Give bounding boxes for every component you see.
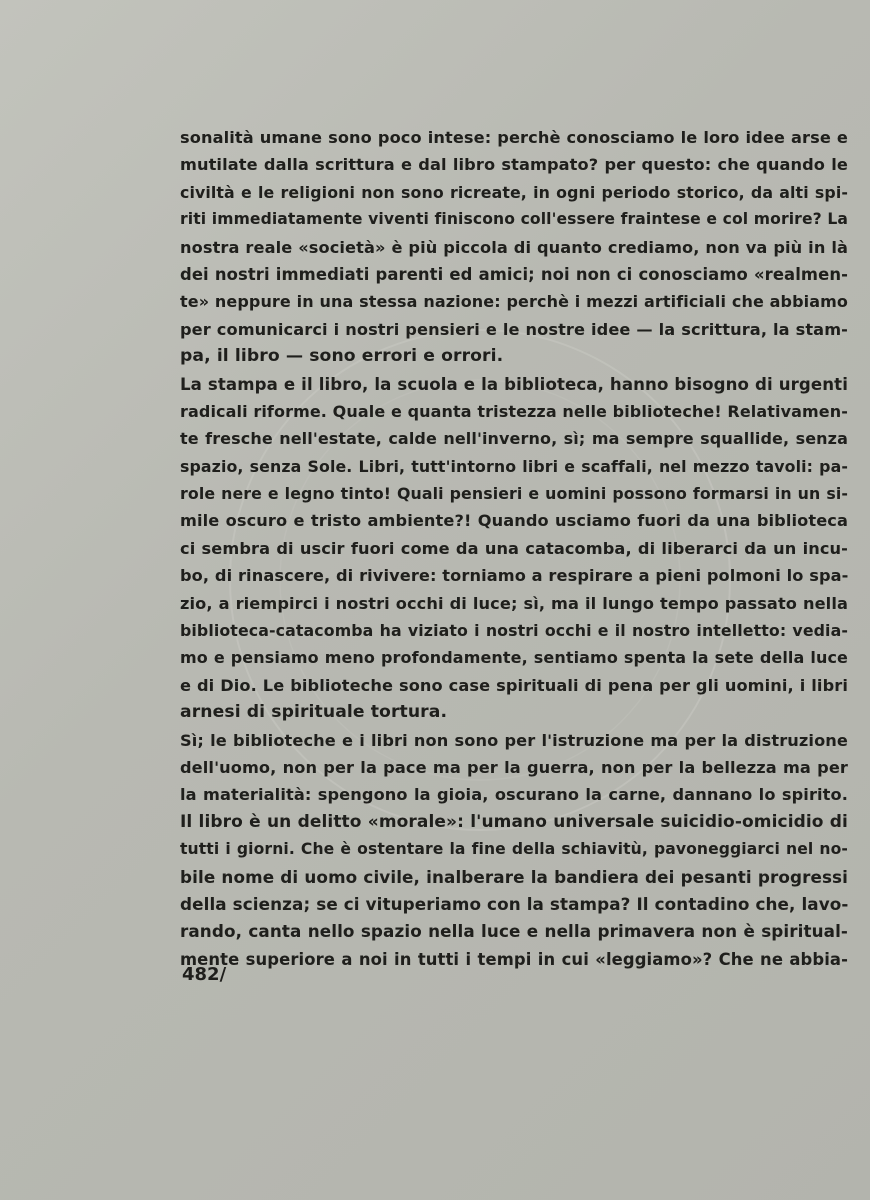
text-line: tutti i giorni. Che è ostentare la fine della schiavitù, pavoneggiarci nel no- (180, 840, 848, 859)
text-line: dell'uomo, non per la pace ma per la guerra, non per la bellezza ma per (180, 757, 848, 777)
text-line: dei nostri immediati parenti ed amici; noi non ci conosciamo «realmen- (180, 264, 848, 284)
text-line: mile oscuro e tristo ambiente?! Quando usciamo fuori da una biblioteca (180, 511, 848, 531)
text-line: pa, il libro — sono errori e orrori. (180, 346, 504, 367)
text-line: mente superiore a noi in tutti i tempi in cui «leggiamo»? Che ne abbia- (180, 949, 848, 969)
text-line: La stampa e il libro, la scuola e la biblioteca, hanno bisogno di urgenti (180, 374, 848, 394)
page-number: 482/ (182, 964, 227, 985)
text-line: mo e pensiamo meno profondamente, sentiamo spenta la sete della luce (180, 648, 848, 668)
text-line: e di Dio. Le biblioteche sono case spirituali di pena per gli uomini, i libri (180, 675, 848, 695)
text-line: te fresche nell'estate, calde nell'inverno, sì; ma sempre squallide, senza (180, 429, 848, 449)
text-line: la materialità: spengono la gioia, oscurano la carne, dannano lo spirito. (180, 785, 848, 805)
text-line: mutilate dalla scrittura e dal libro stampato? per questo: che quando le (180, 155, 848, 175)
text-line: ci sembra di uscir fuori come da una catacomba, di liberarci da un incu- (180, 538, 848, 558)
text-line: zio, a riempirci i nostri occhi di luce; sì, ma il lungo tempo passato nella (180, 593, 848, 613)
text-line: biblioteca-catacomba ha viziato i nostri occhi e il nostro intelletto: vedia- (180, 621, 848, 641)
body-text (180, 124, 848, 973)
text-line: role nere e legno tinto! Quali pensieri e uomini possono formarsi in un si- (180, 484, 848, 504)
text-line: radicali riforme. Quale e quanta tristezza nelle biblioteche! Relativamen- (180, 401, 848, 421)
text-line: spazio, senza Sole. Libri, tutt'intorno libri e scaffali, nel mezzo tavoli: pa- (180, 456, 848, 476)
text-line: sonalità umane sono poco intese: perchè conosciamo le loro idee arse e (180, 128, 848, 147)
text-line: della scienza; se ci vituperiamo con la stampa? Il contadino che, lavo- (180, 893, 848, 914)
text-line: rando, canta nello spazio nella luce e nella primavera non è spiritual- (180, 921, 848, 942)
text-line: per comunicarci i nostri pensieri e le nostre idee — la scrittura, la stam- (180, 319, 848, 339)
text-line: bo, di rinascere, di rivivere: torniamo a respirare a pieni polmoni lo spa- (180, 566, 848, 586)
text-line: arnesi di spirituale tortura. (180, 702, 448, 723)
text-line: civiltà e le religioni non sono ricreate, in ogni periodo storico, da alti spi- (180, 182, 848, 202)
text-line: nostra reale «società» è più piccola di quanto crediamo, non va più in là (180, 237, 848, 257)
text-line: riti immediatamente viventi finiscono coll'essere fraintese e col morire? La (180, 210, 848, 229)
text-line: te» neppure in una stessa nazione: perchè i mezzi artificiali che abbiamo (180, 292, 848, 312)
text-line: Sì; le biblioteche e i libri non sono per l'istruzione ma per la distruzione (180, 730, 848, 750)
text-line: Il libro è un delitto «morale»: l'umano universale suicidio-omicidio di (180, 811, 848, 832)
text-line: bile nome di uomo civile, inalberare la bandiera dei pesanti progressi (180, 866, 848, 887)
